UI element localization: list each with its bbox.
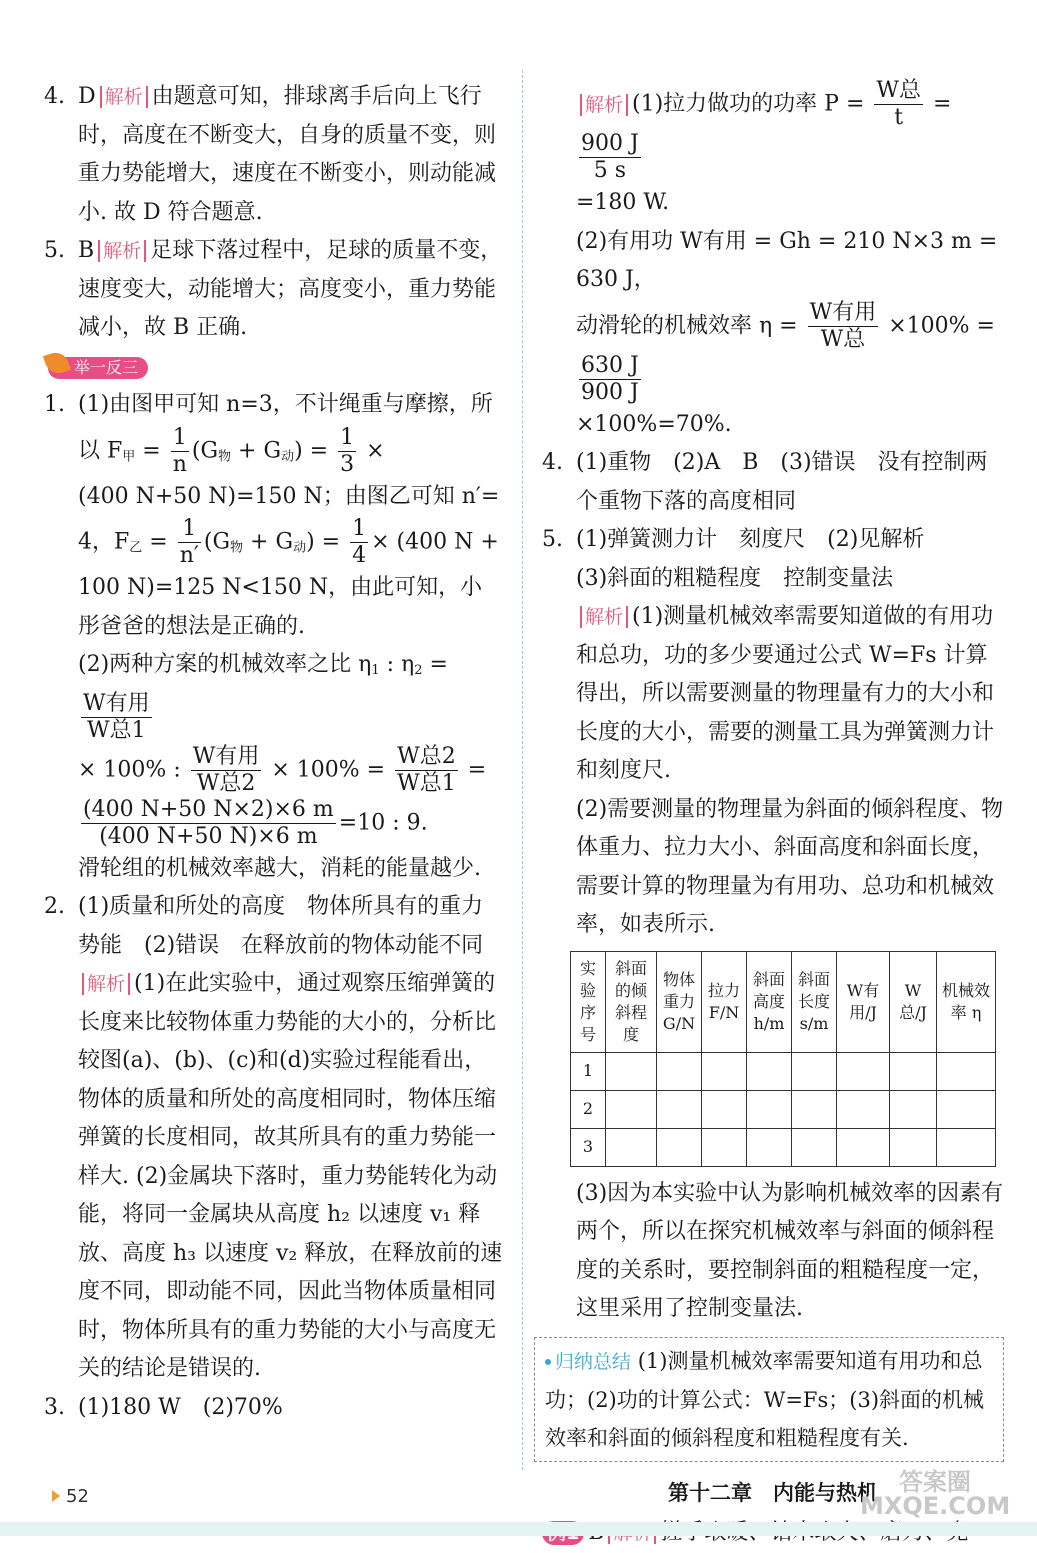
table-cell: 3 (571, 1128, 606, 1166)
question-number: 1. (44, 392, 65, 417)
table-header-cell: 斜面的倾斜程度 (606, 951, 657, 1052)
answer-line: (3)斜面的粗糙程度 控制变量法 (576, 565, 894, 591)
table-header-cell: 物体重力 G/N (657, 951, 702, 1052)
fraction (81, 797, 336, 850)
section-badge (48, 357, 148, 379)
practice-2-answer: (1)质量和所处的高度 物体所具有的重力势能 (2)错误 在释放前的物体动能不同 (78, 894, 484, 958)
analysis-text: 足球下落过程中，足球的质量不变，速度变大，动能增大；高度变小，重力势能减小，故 B 正确. (78, 238, 503, 340)
experiment-table (570, 951, 996, 1167)
denominator: W总2 (196, 770, 256, 796)
text: × 100% : (78, 757, 188, 782)
fraction (81, 691, 152, 744)
text: ) = (306, 529, 348, 555)
analysis-text: 由题意可知，排球离手后向上飞行时，高度在不断变大，自身的质量不变，则重力势能增大，速度在不断变小，则动能减小. 故 D 符合题意. (78, 84, 497, 225)
text: × (359, 438, 385, 463)
watermark-text: 答案圈 MXQE.COM (860, 1468, 1011, 1520)
question-number: 3. (44, 1394, 65, 1420)
analysis-line: ×100%=70%. (576, 411, 732, 437)
numerator: 1 (171, 425, 189, 452)
answer-4 (44, 78, 504, 232)
denominator: t (894, 105, 904, 130)
practice-1-line: (400 N+50 N)=150 N；由图乙可知 n′= (78, 483, 500, 509)
numerator: W有用 (192, 743, 260, 769)
subscript: 1 (371, 663, 380, 678)
analysis-line: =180 W. (576, 190, 670, 215)
table-cell: 2 (571, 1090, 606, 1128)
table-header-row (571, 951, 996, 1052)
bullet-icon (545, 1359, 551, 1365)
analysis-text: (1)在此实验中，通过观察压缩弹簧的长度来比较物体重力势能的大小的，分析比较图(a)、(b)、(c)和(d)实验过程能看出，物体的质量和所处的高度相同时，物体压缩弹簧的长度相同，故其所具有的重力势能一样大. (2)金属块下落时，重力势能转化为动能，将同一金属块从高度 h₂ 以速度 v₁ 释放、高度 h₃ 以速度 v₂ 释放，在释放前的速度不同，即动能不同，因此当物体质量相同时，物体所具有的重力势能的大小与高度无关的结论是错误的. (78, 971, 503, 1381)
text: + G (231, 438, 282, 463)
numerator: W有用 (809, 299, 877, 325)
text: = (135, 438, 168, 463)
analysis-tag: 解析 (98, 240, 146, 262)
question-number: 5. (44, 238, 65, 263)
subscript: 物 (230, 540, 244, 556)
analysis-line (576, 78, 1004, 184)
analysis-line (576, 300, 1004, 406)
fraction (338, 425, 356, 478)
numerator: 1 (352, 516, 367, 541)
text: + G (243, 529, 294, 555)
text: : η (379, 652, 415, 677)
summary-box (534, 1337, 1004, 1462)
numerator: (400 N+50 N×2)×6 m (83, 796, 334, 822)
practice-1-line: 滑轮组的机械效率越大，消耗的能量越少. (78, 855, 481, 881)
practice-2 (44, 888, 504, 1389)
practice-1-line: 100 N)=125 N<150 N，由此可知，小彤爸爸的想法是正确的. (78, 575, 483, 639)
question-number: 5. (542, 527, 563, 552)
fraction (874, 78, 923, 131)
answer-choice: B (78, 238, 95, 263)
analysis-tag: 解析 (100, 86, 148, 108)
practice-1-line (78, 646, 504, 744)
numerator: 630 J (581, 352, 639, 378)
text: 4，F (78, 529, 130, 555)
text: (2)两种方案的机械效率之比 η (78, 652, 372, 677)
page-number-text: 52 (66, 1486, 89, 1507)
page-number (52, 1486, 89, 1507)
analysis-paragraph: (3)因为本实验中认为影响机械效率的因素有两个，所以在探究机械效率与斜面的倾斜程度的关系时，要控制斜面的粗糙程度一定，这里采用了控制变量法. (576, 1180, 1004, 1321)
denominator: 5 s (593, 158, 627, 183)
bottom-band (0, 1522, 1037, 1536)
section-label: 举一反三 (74, 357, 139, 377)
text: (G (203, 529, 231, 555)
practice-1-line (78, 797, 504, 850)
table-header-cell: W有用/J (837, 951, 890, 1052)
text: × 100% = (264, 757, 393, 782)
fraction (171, 425, 189, 478)
practice-1-line (78, 386, 504, 478)
table-header-cell: 实验序号 (571, 951, 606, 1052)
text: = (460, 757, 487, 782)
fraction (579, 353, 641, 406)
practice-3-analysis (542, 78, 1004, 444)
analysis-tag: 解析 (580, 94, 628, 116)
section-banner (44, 348, 504, 387)
numerator: 1 (178, 516, 201, 543)
table-header-cell: 机械效率 η (937, 951, 996, 1052)
denominator: (400 N+50 N)×6 m (99, 823, 318, 849)
denominator: W总 (820, 326, 866, 352)
table-cell: 1 (571, 1052, 606, 1090)
denominator: n′ (179, 543, 199, 568)
practice-1-line (78, 516, 504, 569)
subscript: 动 (281, 449, 295, 464)
text: ×100% = (881, 313, 995, 338)
practice-2-analysis (78, 965, 504, 1389)
fraction (191, 744, 262, 797)
practice-1 (44, 386, 504, 888)
question-number: 4. (542, 450, 563, 475)
practice-3-answer: (1)180 W (2)70% (78, 1394, 283, 1420)
denominator: 3 (340, 451, 355, 477)
table-header-cell: 斜面长度 s/m (792, 951, 837, 1052)
fraction (395, 744, 458, 797)
subscript: 乙 (129, 540, 143, 556)
analysis-text: (1)测量机械效率需要知道做的有用功和总功，功的多少要通过公式 W=Fs 计算得出，所以需要测量的物理量有力的大小和长度的大小，需要的测量工具为弹簧测力计和刻度尺. (576, 604, 995, 783)
analysis-paragraph: (2)需要测量的物理量为斜面的倾斜程度、物体重力、拉力大小、斜面高度和斜面长度，需要计算的物理量为有用功、总功和机械效率，如表所示. (576, 796, 1004, 937)
denominator: 900 J (581, 379, 639, 405)
numerator: W总 (876, 78, 922, 103)
summary-tag (545, 1351, 631, 1373)
table-row (571, 1090, 996, 1128)
practice-3 (44, 1389, 504, 1428)
right-column (542, 78, 1004, 1553)
summary-tag-label: 归纳总结 (555, 1350, 632, 1373)
subscript: 2 (414, 663, 423, 678)
subscript: 物 (218, 449, 232, 464)
analysis-paragraph (576, 598, 1004, 791)
denominator: 4 (352, 543, 367, 568)
fraction (579, 131, 641, 184)
answer-5 (44, 232, 504, 348)
table-header-cell: W总/J (890, 951, 937, 1052)
answer-5-right (542, 521, 1004, 945)
table-header-cell: 拉力 F/N (702, 951, 747, 1052)
analysis-tag: 解析 (580, 606, 628, 628)
subscript: 动 (293, 540, 307, 556)
analysis-tag: 解析 (82, 973, 130, 995)
text: 动滑轮的机械效率 η = (576, 313, 805, 338)
answer-line: (1)弹簧测力计 刻度尺 (2)见解析 (576, 527, 925, 552)
table-row (571, 1052, 996, 1090)
numerator: 1 (340, 424, 355, 450)
text: =10 : 9. (338, 810, 428, 835)
numerator: W有用 (83, 690, 150, 716)
text: = (926, 91, 952, 117)
question-number: 2. (44, 894, 65, 919)
fraction (808, 300, 879, 353)
text: (1)拉力做功的功率 P = (632, 91, 872, 117)
text: = (422, 652, 448, 677)
fraction (178, 516, 201, 569)
answer-choice: D (78, 84, 96, 109)
denominator: W总1 (87, 717, 146, 743)
text: (G (191, 438, 219, 463)
summary-text: (1)测量机械效率需要知道有用功和总功；(2)功的计算公式：W=Fs；(3)斜面的机械效率和斜面的倾斜程度和粗糙程度有关. (545, 1348, 985, 1450)
denominator: n (172, 451, 187, 477)
text: = (142, 529, 175, 555)
chapter-title: 第十二章 内能与热机 (668, 1480, 878, 1505)
numerator: W总2 (397, 743, 456, 769)
left-column (44, 78, 504, 1427)
triangle-icon (52, 1490, 60, 1502)
denominator: W总1 (397, 770, 456, 796)
leaf-icon (43, 348, 71, 376)
analysis-line: (2)有用功 W有用 = Gh = 210 N×3 m = 630 J， (576, 228, 998, 292)
watermark (860, 1470, 1010, 1526)
table-header-cell: 斜面高度 h/m (747, 951, 792, 1052)
practice-1-line (78, 744, 504, 797)
subscript: 甲 (122, 449, 136, 464)
answer-4-right (542, 444, 1004, 521)
column-divider (522, 70, 523, 1470)
fraction (350, 516, 368, 569)
text: ) = (294, 438, 336, 463)
text: × (400 N + (371, 529, 499, 555)
answer-text: (1)重物 (2)A B (3)错误 没有控制两个重物下落的高度相同 (576, 450, 988, 514)
table-row (571, 1128, 996, 1166)
text: (1)由图甲可知 n=3，不计绳重与摩擦，所以 F (78, 392, 493, 463)
numerator: 900 J (581, 131, 639, 156)
question-number: 4. (44, 84, 65, 109)
